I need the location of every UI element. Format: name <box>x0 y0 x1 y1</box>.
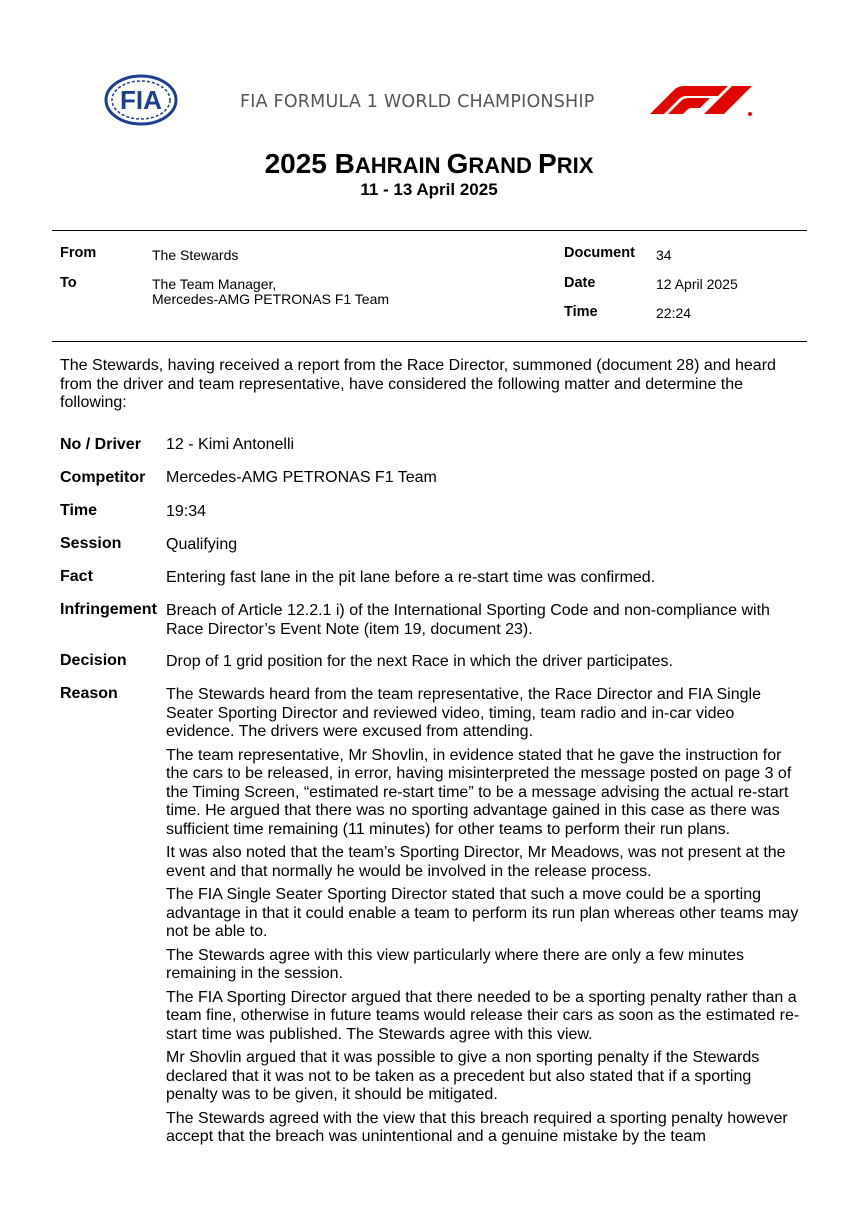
infringement-label: Infringement <box>60 601 157 618</box>
session-label: Session <box>60 535 122 552</box>
page-title: 2025 BAHRAIN GRAND PRIX <box>264 148 594 179</box>
session-value: Qualifying <box>166 536 238 553</box>
document-label: Document <box>564 245 635 261</box>
reason-paragraph: The Stewards heard from the team representative, the Race Director and FIA Single Seater Sporting Director and reviewed video, timing, team radio and in-car video evidence. The drivers were excused from attending. <box>166 686 761 740</box>
to-label: To <box>60 275 77 291</box>
reason-paragraph: The Stewards agreed with the view that this breach required a sporting penalty however accept that the breach was unintentional and a genuine mistake by the team <box>166 1109 788 1145</box>
infringement-value: Breach of Article 12.2.1 i) of the International Sporting Code and non-compliance with Race Director’s Event Note (item 19, document 23). <box>166 602 770 638</box>
from-value: The Stewards <box>152 247 239 263</box>
document-header <box>0 0 858 140</box>
reason-paragraph: The Stewards agree with this view particularly where there are only a few minutes remaining in the session. <box>166 946 745 982</box>
date-label: Date <box>564 275 596 291</box>
svg-text:FIA: FIA <box>120 85 162 115</box>
reason-body <box>166 686 806 1152</box>
incident-time-label: Time <box>60 502 98 519</box>
top-divider <box>52 230 807 231</box>
reason-label: Reason <box>60 685 118 702</box>
time-label: Time <box>564 304 598 320</box>
f1-logo <box>648 84 756 118</box>
decision-value: Drop of 1 grid position for the next Race in which the driver participates. <box>166 653 673 670</box>
time-value: 22:24 <box>656 305 692 321</box>
reason-paragraph: The FIA Single Seater Sporting Director stated that such a move could be a sporting advantage in that it could enable a team to perform its run plan whereas other teams may not be able to. <box>166 886 799 940</box>
event-dates: 11 - 13 April 2025 <box>360 180 498 199</box>
intro-paragraph: The Stewards, having received a report from the Race Director, summoned (document 28) and heard from the driver and team representative, have considered the following matter and determine the following: <box>60 357 776 411</box>
fact-value: Entering fast lane in the pit lane before a re-start time was confirmed. <box>166 569 656 586</box>
reason-paragraph: The FIA Sporting Director argued that there needed to be a sporting penalty rather than a team fine, otherwise in future teams would release their cars as soon as the estimated re-start time was published. The Stewards agree with this view. <box>166 988 800 1043</box>
document-number: 34 <box>656 247 672 263</box>
championship-name: FIA FORMULA 1 WORLD CHAMPIONSHIP <box>240 92 595 112</box>
competitor-label: Competitor <box>60 469 146 486</box>
from-label: From <box>60 245 97 261</box>
to-value-line2: Mercedes-AMG PETRONAS F1 Team <box>152 291 390 307</box>
reason-paragraph: The team representative, Mr Shovlin, in evidence stated that he gave the instruction for the cars to be released, in error, having misinterpreted the message posted on page 3 of the Timing Screen, “estimated re-start time” to be a message advising the actual re-start time. He argued that there was no sporting advantage gained in this case as there was sufficient time remaining (11 minutes) for other teams to perform their run plans. <box>166 746 792 838</box>
decision-label: Decision <box>60 652 127 669</box>
incident-time-value: 19:34 <box>166 503 207 520</box>
fact-label: Fact <box>60 568 93 585</box>
fia-logo <box>104 74 178 126</box>
to-value-line1: The Team Manager, <box>152 276 277 292</box>
reason-paragraph: Mr Shovlin argued that it was possible to give a non sporting penalty if the Stewards declared that it was not to be taken as a precedent but also stated that if a sporting penalty was to be given, it should be mitigated. <box>166 1049 760 1103</box>
reason-paragraph: It was also noted that the team’s Sporting Director, Mr Meadows, was not present at the event and that normally he would be involved in the release process. <box>166 844 786 880</box>
driver-value: 12 - Kimi Antonelli <box>166 436 295 453</box>
bottom-divider <box>52 341 807 342</box>
driver-label: No / Driver <box>60 436 141 453</box>
competitor-value: Mercedes-AMG PETRONAS F1 Team <box>166 469 437 486</box>
date-value: 12 April 2025 <box>656 276 738 292</box>
